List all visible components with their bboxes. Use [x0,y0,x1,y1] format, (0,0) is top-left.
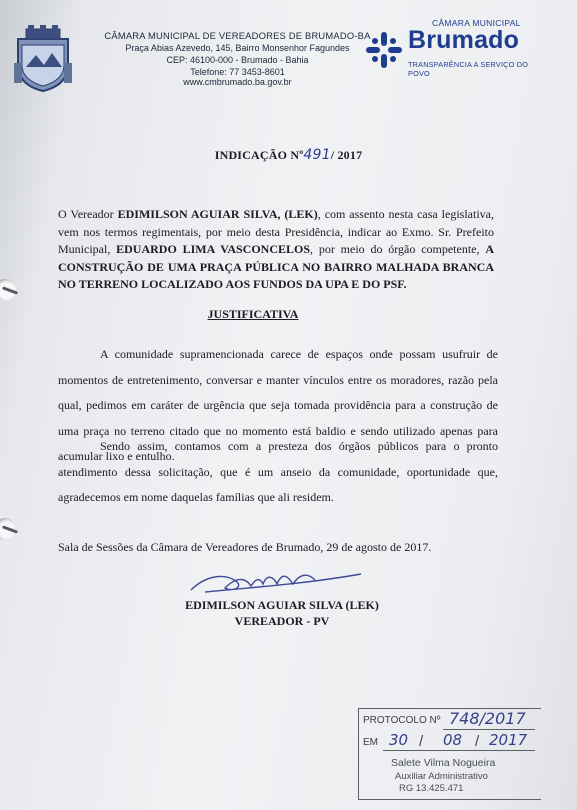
protocolo-label: PROTOCOLO Nº [363,715,441,726]
stamp-clerk-rg: RG 13.425.471 [399,783,464,794]
paragraph-indicacao [58,206,494,294]
title-suffix: / 2017 [330,148,363,162]
handwritten-signature [185,562,365,602]
header-address: Praça Abias Azevedo, 145, Bairro Monsenhor Fagundes [125,43,350,53]
logo-brand-text: Brumado [408,26,520,54]
protocolo-number: 748/2017 [449,709,526,728]
protocol-stamp [358,708,541,800]
date-separator-1: / [419,733,424,750]
binder-hole-bottom [0,518,16,540]
municipal-crest-icon [12,25,74,93]
signer-role: VEREADOR - PV [234,614,330,628]
header-phone: Telefone: 77 3453-8601 [190,67,285,77]
logo-small-text: CÂMARA MUNICIPAL [432,18,521,28]
header-site: www.cmbrumado.ba.gov.br [183,77,292,87]
brumado-logo [362,16,548,76]
sala-de-sessoes-line: Sala de Sessões da Câmara de Vereadores de Brumado, 29 de agosto de 2017. [58,540,432,554]
logo-tagline: TRANSPARÊNCIA A SERVIÇO DO POVO [408,60,529,78]
p1-part-a: O Vereador [58,207,118,221]
stamp-year: 2017 [489,731,528,749]
p1-prefeito-name: EDUARDO LIMA VASCONCELOS [116,242,311,256]
header-org: CÂMARA MUNICIPAL DE VEREADORES DE BRUMADO-BA [104,30,371,41]
indicacao-number: 491 [303,147,331,163]
stamp-clerk-name: Salete Vilma Nogueira [391,757,496,769]
pinwheel-logo-icon [364,30,404,70]
justificativa-heading: JUSTIFICATIVA [207,307,299,321]
p1-part-e: , por meio do órgão competente, [310,242,486,256]
paragraph-justificativa-1: A comunidade supramencionada carece de espaços onde possam usufruir de momentos de entretenimento, conversar e manter vínculos entre os moradores, razão pela qual, pedimos em caráter de urgência que seja tomada providência para a construção de uma praça no terreno citado que no momento está baldio e sendo utilizado apenas para acumular lixo e entulho. [58,347,498,463]
date-separator-2: / [475,733,480,750]
em-label: EM [363,737,378,748]
stamp-month: 08 [443,731,463,749]
stamp-clerk-role: Auxiliar Administrativo [395,771,488,782]
stamp-day: 30 [389,731,409,749]
paragraph-justificativa-2: Sendo assim, contamos com a presteza dos órgãos públicos para o pronto atendimento dessa solicitação, que é um anseio da comunidade, oportunidade que, agradecemos em nome daquelas famílias que ali residem. [58,439,498,504]
header-cep: CEP: 46100-000 - Brumado - Bahia [166,55,309,65]
document-title [0,147,577,163]
p1-vereador-name: EDIMILSON AGUIAR SILVA, (LEK) [117,207,318,221]
p1-part-c: , com assento nesta casa legislativa, vem nos termos regimentais, por meio desta Presidência, indicar ao Exmo. Sr. Prefeito Municipal, [58,207,494,256]
p1-request: A CONSTRUÇÃO DE UMA PRAÇA PÚBLICA NO BAIRRO MALHADA BRANCA NO TERRENO LOCALIZADO AOS FUNDOS DA UPA E DO PSF. [58,242,494,291]
title-prefix: INDICAÇÃO Nº [214,148,304,162]
binder-hole-top [0,279,16,301]
signer-name: EDIMILSON AGUIAR SILVA (LEK) [185,598,379,612]
